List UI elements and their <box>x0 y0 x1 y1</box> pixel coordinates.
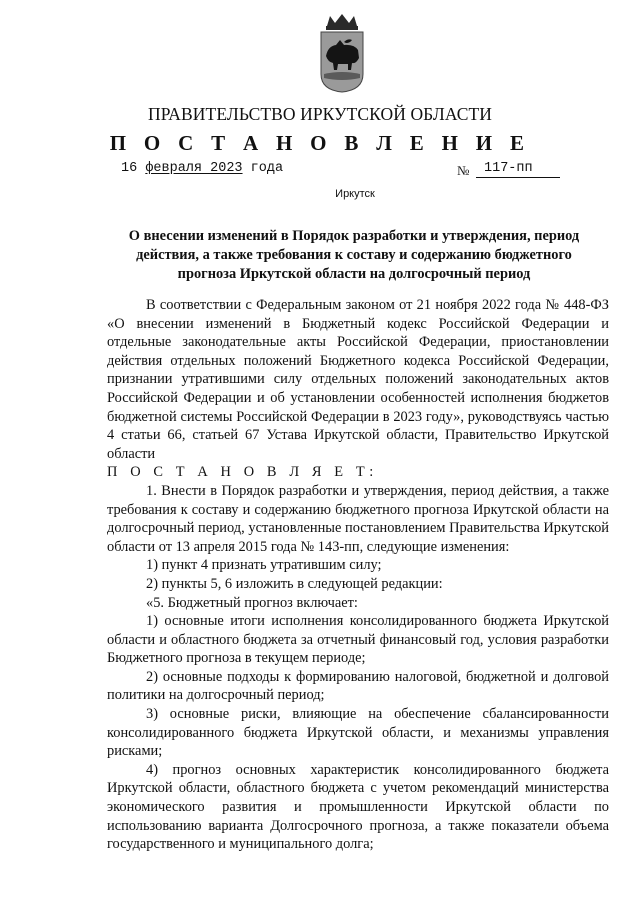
list-item: «5. Бюджетный прогноз включает: <box>146 594 358 611</box>
document-title: О внесении изменений в Порядок разработки и утверждения, период действия, а также требования к составу и содержанию бюджетного прогноза Иркутской области на долгосрочный период <box>128 228 580 282</box>
number-label: № <box>457 163 470 178</box>
date-day: 16 <box>121 161 138 176</box>
list-item: 4) прогноз основных характеристик консолидированного бюджета Иркутской области, областного бюджета с учетом рекомендаций министерства экономического развития и промышленности Иркутской области по использованию варианта Долгосрочного прогноза, а также показатели объема государственного и муниципального долга; <box>107 761 609 853</box>
date-suffix: года <box>250 161 284 176</box>
decree-word: П О С Т А Н О В Л Я Е Т: <box>107 464 378 481</box>
document-body <box>107 296 609 854</box>
coat-of-arms-icon <box>318 12 366 94</box>
document-date <box>121 161 283 176</box>
intro-paragraph: В соответствии с Федеральным законом от 21 ноября 2022 года № 448-ФЗ «О внесении изменений в Бюджетный кодекс Российской Федерации и отдельные законодательные акты Российской Федерации, приостановлении действия отдельных положений Бюджетного кодекса Российской Федерации, признании утратившими силу отдельных положений законодательных актов Российской Федерации и об установлении особенностей исполнения бюджетов бюджетной системы Российской Федерации в 2023 году», руководствуясь частью 4 статьи 66, статьей 67 Устава Иркутской области, Правительство Иркутской области <box>107 297 609 462</box>
list-item: 2) основные подходы к формированию налоговой, бюджетной и долговой политики на долгосрочный период; <box>107 668 609 704</box>
list-item: 1) основные итоги исполнения консолидированного бюджета Иркутской области и областного бюджета за отчетный финансовый год, условия разработки Бюджетного прогноза в текущем периоде; <box>107 613 609 667</box>
document-type: П О С Т А Н О В Л Е Н И Е <box>109 131 531 155</box>
list-item: 3) основные риски, влияющие на обеспечение сбалансированности консолидированного бюджета Иркутской области, и механизмы управления рисками; <box>107 706 609 760</box>
city: Иркутск <box>335 188 375 200</box>
organization-name: ПРАВИТЕЛЬСТВО ИРКУТСКОЙ ОБЛАСТИ <box>147 104 493 124</box>
list-item: 2) пункты 5, 6 изложить в следующей редакции: <box>146 575 443 592</box>
document-number: 117-пп <box>476 161 560 178</box>
list-item: 1. Внести в Порядок разработки и утверждения, период действия, а также требования к составу и содержанию бюджетного прогноза Иркутской области на долгосрочный период, установленные постановлением Правительства Иркутской области от 13 апреля 2015 года № 143-пп, следующие изменения: <box>107 482 609 555</box>
list-item: 1) пункт 4 признать утратившим силу; <box>146 557 382 574</box>
date-month-year: февраля 2023 <box>145 161 243 176</box>
